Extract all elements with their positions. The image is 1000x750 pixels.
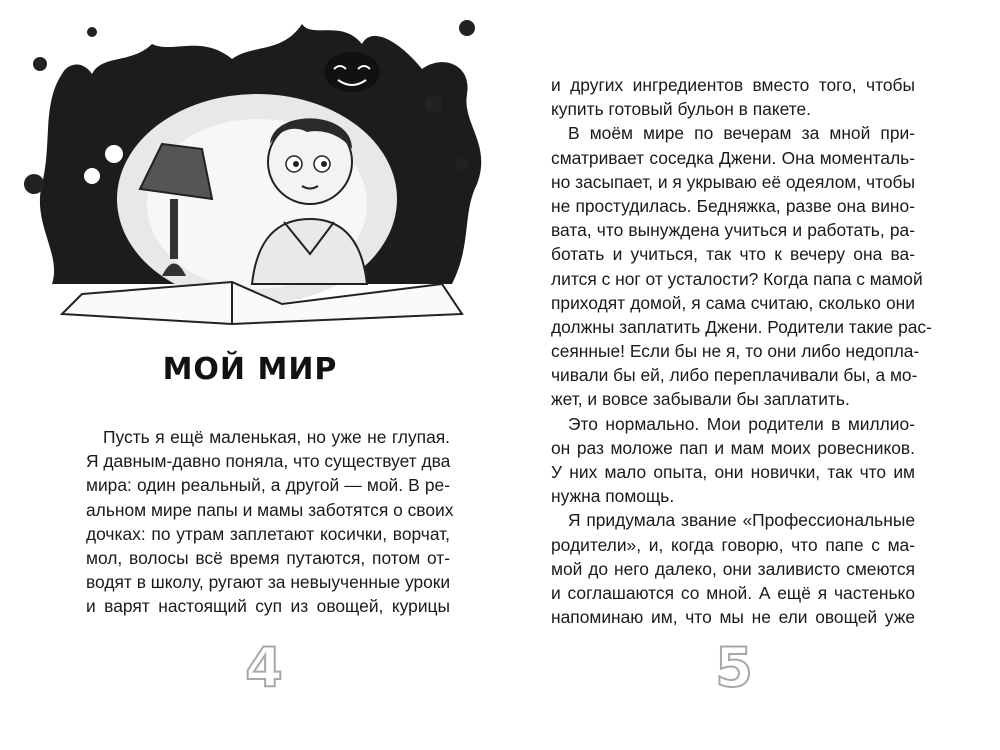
text-line: и соглашаются со мной. А ещё я частенько [551,582,915,603]
text-line: напоминаю им, что мы не ели овощей уже [551,607,915,628]
text-line: он раз моложе пап и мам моих ровесников. [551,437,915,458]
text-line: дочках: по утрам заплетают косички, ворчат, [86,523,450,544]
text-line: но засыпает, и я укрываю её одеялом, чтобы [551,171,915,192]
text-line: Я придумала звание «Профессиональные [568,510,915,531]
chapter-title: МОЙ МИР [162,352,338,387]
chapter-illustration [22,14,484,332]
text-line: вата, что вынуждена учиться и работать, ра- [551,220,915,241]
text-line: сеянные! Если бы не я, то они либо недопла- [551,341,920,362]
text-line: водят в школу, ругают за невыученные уроки [86,572,451,593]
text-line: лится с ног от усталости? Когда папа с мамой [551,268,923,289]
text-line: приходят домой, я сама считаю, сколько они [551,292,915,313]
text-line: Это нормально. Мои родители в миллио- [568,413,915,434]
text-line: и варят настоящий суп из овощей, курицы [86,596,450,617]
text-line: нужна помощь. [551,486,675,507]
text-line: В моём мире по вечерам за мной при- [568,123,915,144]
text-line: купить готовый бульон в пакете. [551,99,812,120]
text-line: У них мало опыта, они новички, так что им [551,462,915,482]
text-line: ботать и учиться, так что к вечеру она ва- [551,244,915,265]
text-line: Я давным-давно поняла, что существует два [86,451,451,472]
text-line: мира: один реальный, а другой — мой. В ре- [86,475,450,496]
text-line: жет, и вовсе забывали бы заплатить. [551,389,850,410]
text-line: и других ингредиентов вместо того, чтобы [551,75,915,95]
text-line: не простудилась. Бедняжка, разве она вино- [551,195,915,216]
text-line: должны заплатить Джени. Родители такие рас- [551,316,932,337]
text-line: чивали бы ей, либо переплачивали бы, а мо- [551,365,918,386]
text-line: сматривает соседка Джени. Она моменталь- [551,147,915,168]
left-page-text [86,425,454,619]
page-number: 5 [715,636,753,699]
text-line: альном мире папы и мамы заботятся о своих [86,499,454,520]
text-line: Пусть я ещё маленькая, но уже не глупая. [103,427,450,447]
text-line: мол, волосы всё время путаются, потом от- [86,547,450,568]
text-line: родители», и, когда говорю, что папе с ма- [551,534,915,555]
girl-reading-illustration [22,14,484,332]
text-line: мой до него далеко, они заливисто смеются [551,558,915,579]
page-number: 4 [245,636,283,699]
right-page-text [551,73,932,629]
